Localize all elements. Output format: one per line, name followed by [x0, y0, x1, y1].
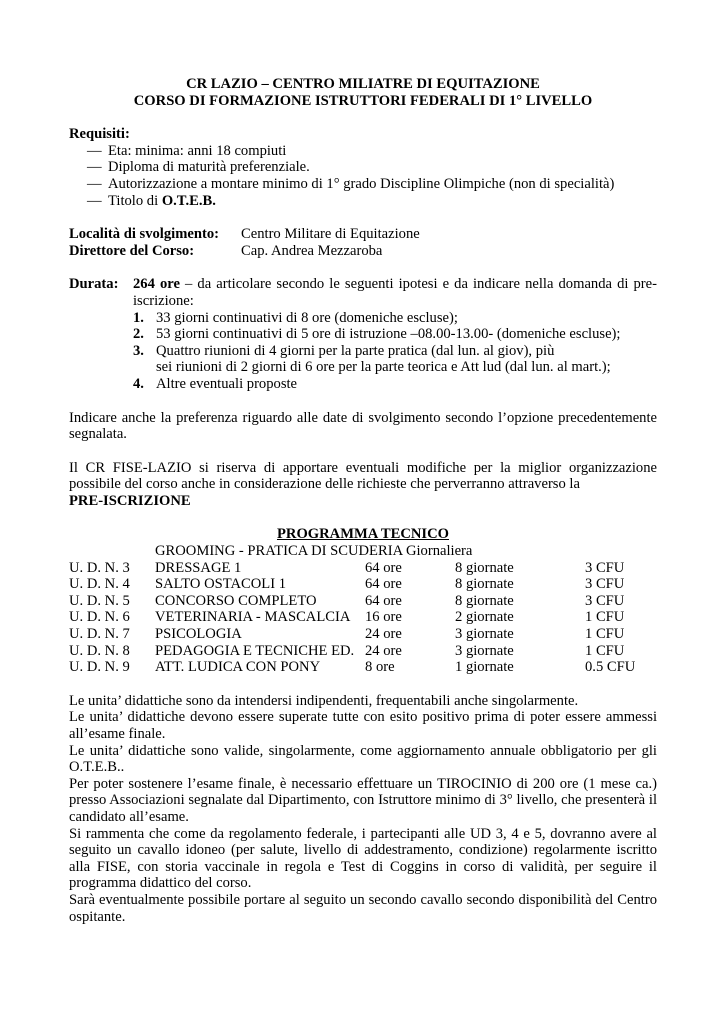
table-row — [69, 593, 639, 610]
preferenza-paragraph: Indicare anche la preferenza riguardo alle date di svolgimento secondo l’opzione precedentemente segnalata. — [69, 409, 657, 443]
unit-days: 8 giornate — [455, 592, 514, 609]
requisiti-item: — Diploma di maturità preferenziale. — [87, 159, 310, 176]
localita-row — [69, 226, 657, 243]
durata-label: Durata: — [69, 276, 119, 293]
durata-intro: 264 ore – da articolare secondo le seguenti ipotesi e da indicare nella domanda di pre-iscrizione: — [133, 276, 657, 309]
unit-hours: 64 ore — [365, 592, 402, 609]
durata-option: 2. 53 giorni continuativi di 5 ore di istruzione –08.00-13.00- (domeniche escluse); — [133, 326, 621, 343]
note-paragraph: Si rammenta che come da regolamento federale, i partecipanti alle UD 3, 4 e 5, dovranno avere al seguito un cavallo idoneo (per salute, livello di addestramento, condizione) regolarmente iscritto alla FISE, con storia vaccinale in regola e Test di Coggins in corso di validità, per seguire il programma didattico del corso. — [69, 825, 657, 892]
unit-cfu: 1 CFU — [585, 609, 625, 626]
requisiti-item: — Autorizzazione a montare minimo di 1° grado Discipline Olimpiche (non di specialità) — [87, 175, 615, 192]
unit-days: 3 giornate — [455, 626, 514, 643]
unit-hours: 64 ore — [365, 559, 402, 576]
table-row — [69, 560, 639, 577]
unit-name: SALTO OSTACOLI 1 — [155, 576, 287, 593]
dash-bullet: — — [87, 142, 102, 159]
oteb-bold: O.T.E.B. — [161, 192, 216, 209]
unit-days: 1 giornate — [455, 659, 514, 676]
unit-name: ATT. LUDICA CON PONY — [155, 659, 321, 676]
durata-options — [133, 310, 657, 393]
dash-bullet: — — [87, 192, 102, 209]
note-paragraph: Le unita’ didattiche sono da intendersi indipendenti, frequentabili anche singolarmente. — [69, 692, 579, 709]
direttore-label: Direttore del Corso: — [69, 242, 195, 259]
durata-option: 3. Quattro riunioni di 4 giorni per la parte pratica (dal lun. al giov), più sei riunioni di 2 giorni di 6 ore per la parte teorica e Att lud (dal lun. al mart.); — [133, 342, 611, 376]
durata-hours: 264 ore — [133, 276, 180, 293]
unit-hours: 16 ore — [365, 609, 402, 626]
unit-days: 2 giornate — [455, 609, 514, 626]
unit-name: PSICOLOGIA — [155, 626, 242, 643]
localita-value: Centro Militare di Equitazione — [241, 226, 420, 243]
unit-hours: 24 ore — [365, 642, 402, 659]
unit-hours: 24 ore — [365, 626, 402, 643]
unit-code: U. D. N. 8 — [69, 642, 130, 659]
requisiti-list — [69, 143, 657, 209]
title-line-2: CORSO DI FORMAZIONE ISTRUTTORI FEDERALI DI 1° LIVELLO — [133, 92, 593, 109]
unit-cfu: 3 CFU — [585, 559, 625, 576]
unit-code: U. D. N. 7 — [69, 626, 130, 643]
note-paragraph: Le unita’ didattiche devono essere superate tutte con esito positivo prima di poter essere ammessi all’esame finale. — [69, 709, 657, 742]
unit-days: 3 giornate — [455, 642, 514, 659]
direttore-value: Cap. Andrea Mezzaroba — [241, 242, 383, 259]
dash-bullet: — — [87, 175, 102, 192]
notes-section — [69, 693, 657, 925]
unit-name: DRESSAGE 1 — [155, 559, 242, 576]
durata-option: 4. Altre eventuali proposte — [133, 375, 298, 392]
unit-code: U. D. N. 9 — [69, 659, 130, 676]
unit-name: CONCORSO COMPLETO — [155, 592, 317, 609]
grooming-line: GROOMING - PRATICA DI SCUDERIA Giornaliera — [155, 543, 473, 560]
requisiti-heading: Requisiti: — [69, 126, 130, 143]
unit-code: U. D. N. 5 — [69, 592, 130, 609]
unit-days: 8 giornate — [455, 576, 514, 593]
unit-hours: 64 ore — [365, 576, 402, 593]
unit-code: U. D. N. 3 — [69, 559, 130, 576]
document-page — [69, 76, 657, 925]
programma-title: PROGRAMMA TECNICO — [276, 526, 450, 543]
unit-cfu: 0.5 CFU — [585, 659, 636, 676]
note-paragraph: Sarà eventualmente possibile portare al seguito un secondo cavallo secondo disponibilità del Centro ospitante. — [69, 891, 657, 925]
riserva-paragraph: Il CR FISE-LAZIO si riserva di apportare eventuali modifiche per la miglior organizzazione possibile del corso anche in considerazione delle richieste che perverranno attraverso la PRE-ISCRIZIONE — [69, 459, 657, 509]
durata-option: 1. 33 giorni continuativi di 8 ore (domeniche escluse); — [133, 309, 458, 326]
note-paragraph: Le unita’ didattiche sono valide, singolarmente, come aggiornamento annuale obbligatorio per gli O.T.E.B.. — [69, 742, 657, 776]
table-row — [69, 576, 639, 593]
direttore-row — [69, 243, 657, 260]
note-paragraph: Per poter sostenere l’esame finale, è necessario effettuare un TIROCINIO di 200 ore (1 mese ca.) presso Associazioni segnalate dal Dipartimento, con Istruttore minimo di 3° livello, che presenterà il candidato all’esame. — [69, 775, 657, 825]
unit-hours: 8 ore — [365, 659, 395, 676]
table-row — [69, 609, 639, 626]
requisiti-item: — Titolo di O.T.E.B. — [87, 192, 216, 209]
units-table — [69, 560, 639, 676]
dash-bullet: — — [87, 159, 102, 176]
unit-name: VETERINARIA - MASCALCIA — [155, 609, 351, 626]
table-row — [69, 643, 639, 660]
document-title — [69, 76, 657, 109]
unit-cfu: 1 CFU — [585, 626, 625, 643]
pre-iscrizione-bold: PRE-ISCRIZIONE — [69, 492, 191, 509]
course-info — [69, 226, 657, 259]
title-line-1: CR LAZIO – CENTRO MILIATRE DI EQUITAZIONE — [186, 76, 540, 92]
localita-label: Località di svolgimento: — [69, 226, 219, 243]
requisiti-item: — Eta: minima: anni 18 compiuti — [87, 142, 287, 159]
unit-code: U. D. N. 6 — [69, 609, 130, 626]
durata-section — [69, 276, 657, 392]
unit-days: 8 giornate — [455, 559, 514, 576]
table-row — [69, 626, 639, 643]
unit-cfu: 3 CFU — [585, 592, 625, 609]
unit-name: PEDAGOGIA E TECNICHE ED. — [155, 642, 355, 659]
unit-cfu: 1 CFU — [585, 642, 625, 659]
unit-code: U. D. N. 4 — [69, 576, 130, 593]
unit-cfu: 3 CFU — [585, 576, 625, 593]
table-row — [69, 659, 639, 676]
